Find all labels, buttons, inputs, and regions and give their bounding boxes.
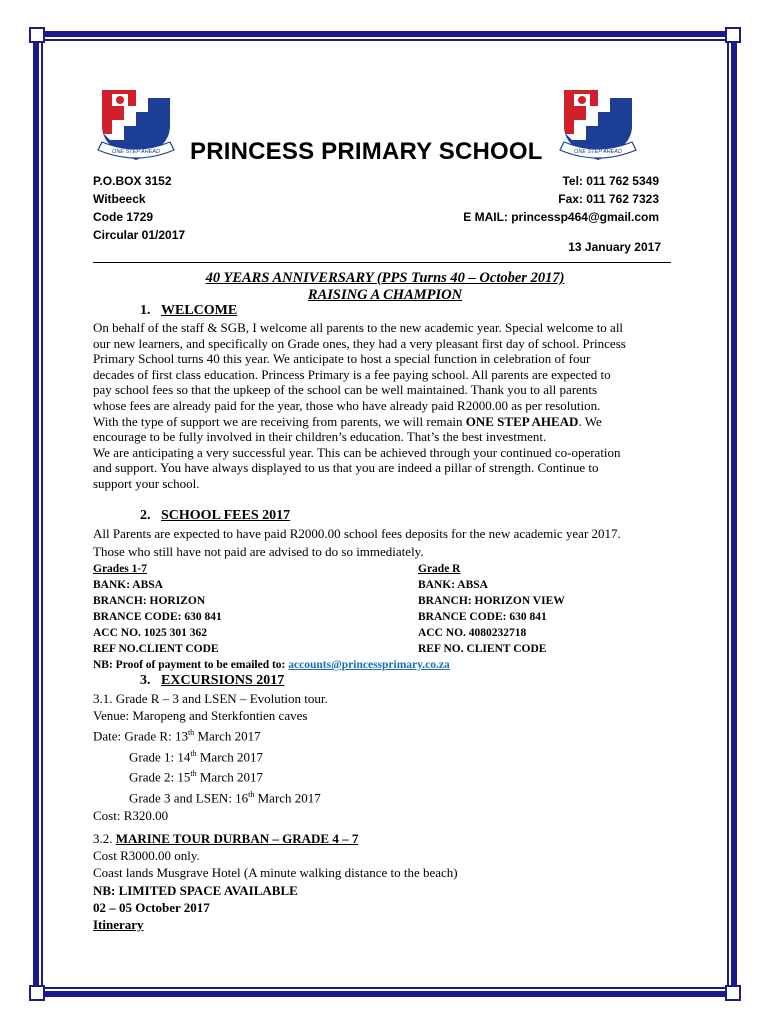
tour1-title: 3.1. Grade R – 3 and LSEN – Evolution tour. — [93, 691, 328, 706]
date-suffix: th — [190, 769, 197, 779]
tour1-cost: Cost: R320.00 — [93, 807, 169, 823]
section-fees-heading — [140, 508, 290, 524]
welcome-line: encourage to be fully involved in their children’s education. That’s the best investment. — [93, 429, 547, 445]
date-rest: March 2017 — [194, 728, 261, 744]
tour1-date-row — [93, 765, 693, 786]
welcome-line: decades of first class education. Princess Primary is a fee paying school. All parents are expected to — [93, 366, 611, 382]
tour1-date-row — [93, 745, 693, 766]
tour1-date-row — [93, 724, 693, 745]
svg-text:ONE STEP AHEAD: ONE STEP AHEAD — [574, 149, 622, 155]
bank-row: BRANCH: HORIZON VIEW — [418, 595, 565, 607]
welcome-line: and support. You have always displayed to us that you are indeed a pillar of strength. Continue to — [93, 460, 599, 476]
section-title: SCHOOL FEES 2017 — [161, 508, 291, 523]
email: E MAIL: princessp464@gmail.com — [463, 210, 659, 224]
circular-date: 13 January 2017 — [568, 240, 661, 254]
tour1-block — [93, 690, 693, 824]
date-rest: March 2017 — [196, 769, 264, 785]
nb-label: NB: Proof of payment to be emailed to: — [93, 659, 289, 671]
date-text: Grade 3 and LSEN: 16 — [129, 790, 249, 806]
theme-heading: RAISING A CHAMPION — [307, 287, 463, 303]
address-line: Code 1729 — [93, 210, 154, 224]
welcome-line: support your school. — [93, 475, 200, 491]
section-welcome-heading — [140, 303, 237, 319]
divider — [93, 262, 671, 263]
bank-heading: Grades 1-7 — [93, 563, 147, 575]
date-text: Grade R: 13 — [124, 728, 188, 744]
tour1-venue: Venue: Maropeng and Sterkfontien caves — [93, 708, 308, 724]
school-crest-left-icon — [96, 86, 176, 164]
tour2-cost: Cost R3000.00 only. — [93, 848, 200, 864]
date-rest: March 2017 — [196, 749, 264, 765]
school-crest-right-icon — [558, 86, 638, 164]
svg-text:ONE STEP AHEAD: ONE STEP AHEAD — [112, 149, 160, 155]
date-text: Grade 1: 14 — [129, 749, 191, 765]
section-excursions-heading — [140, 673, 284, 689]
tour2-hotel: Coast lands Musgrave Hotel (A minute walking distance to the beach) — [93, 865, 458, 881]
welcome-line-text: With the type of support we are receiving from parents, we will remain — [93, 413, 466, 429]
section-number: 3. — [140, 673, 151, 688]
bank-row: BRANCH: HORIZON — [93, 595, 206, 607]
corner-ornament-top-right — [725, 27, 741, 43]
date-text: Grade 2: 15 — [129, 769, 191, 785]
bank-row: BRANCE CODE: 630 841 — [418, 611, 547, 623]
tour2-dates: 02 – 05 October 2017 — [93, 899, 210, 915]
section-number: 1. — [140, 303, 151, 318]
contact-block — [463, 172, 659, 226]
tour1-date-row — [93, 786, 693, 807]
tour2-nb: NB: LIMITED SPACE AVAILABLE — [93, 882, 298, 898]
date-suffix: th — [248, 790, 255, 799]
section-number: 2. — [140, 508, 151, 523]
fees-line: Those who still have not paid are advised to do so immediately. — [93, 544, 424, 559]
tour2-itinerary: Itinerary — [93, 917, 144, 933]
welcome-line: We are anticipating a very successful year. This can be achieved through your continued co-operation — [93, 444, 621, 460]
address-block — [93, 172, 185, 244]
fax: Fax: 011 762 7323 — [558, 192, 659, 206]
welcome-emphasis: ONE STEP AHEAD — [465, 413, 579, 429]
welcome-emphasis-after: . We — [578, 413, 602, 429]
date-label: Date: — [93, 728, 125, 744]
tour2-title: MARINE TOUR DURBAN – GRADE 4 – 7 — [115, 831, 359, 846]
telephone: Tel: 011 762 5349 — [562, 174, 659, 188]
fees-paragraph — [93, 525, 693, 561]
section-title: WELCOME — [161, 303, 238, 318]
bank-details-grades-1-7 — [93, 561, 222, 657]
welcome-line: pay school fees so that the upkeep of the school can be well maintained. Thank you to all parents — [93, 382, 598, 398]
tour2-title-row — [93, 830, 693, 847]
bank-row: REF NO.CLIENT CODE — [93, 643, 219, 655]
date-suffix: th — [190, 748, 197, 758]
welcome-line: our new learners, and specifically on Grade ones, they had a very pleasant first day of school. Princess — [93, 335, 626, 351]
section-title: EXCURSIONS 2017 — [161, 673, 285, 688]
proof-of-payment-note — [93, 657, 450, 673]
address-line: Witbeeck — [93, 192, 146, 206]
welcome-line: On behalf of the staff & SGB, I welcome all parents to the new academic year. Special welcome to all — [93, 320, 624, 335]
corner-ornament-bottom-right — [725, 985, 741, 1001]
welcome-paragraph — [93, 320, 693, 492]
tour2-block — [93, 830, 693, 933]
anniversary-heading: 40 YEARS ANNIVERSARY (PPS Turns 40 – October 2017) — [205, 270, 565, 286]
welcome-line — [93, 414, 693, 430]
bank-details-grade-r — [418, 561, 565, 657]
address-line: P.O.BOX 3152 — [93, 174, 172, 188]
bank-row: REF NO. CLIENT CODE — [418, 643, 547, 655]
welcome-line: Primary School turns 40 this year. We anticipate to host a special function in celebration of four — [93, 351, 591, 367]
accounts-email-link[interactable]: accounts@princessprimary.co.za — [288, 659, 450, 671]
bank-row: BRANCE CODE: 630 841 — [93, 611, 222, 623]
date-suffix: th — [187, 728, 195, 738]
bank-row: BANK: ABSA — [93, 579, 163, 591]
tour2-prefix: 3.2. — [93, 831, 116, 846]
bank-row: BANK: ABSA — [418, 579, 488, 591]
corner-ornament-bottom-left — [29, 985, 45, 1001]
fees-line: All Parents are expected to have paid R2000.00 school fees deposits for the new academic year 2017. — [93, 526, 621, 541]
bank-row: ACC NO. 4080232718 — [418, 627, 527, 639]
school-name: PRINCESS PRIMARY SCHOOL — [190, 138, 543, 165]
bank-heading: Grade R — [418, 563, 461, 575]
address-line: Circular 01/2017 — [93, 228, 186, 242]
welcome-line: whose fees are already paid for the year, those who have already paid R2000.00 as per resolution. — [93, 397, 601, 413]
corner-ornament-top-left — [29, 27, 45, 43]
bank-row: ACC NO. 1025 301 362 — [93, 627, 208, 639]
date-rest: March 2017 — [254, 790, 321, 806]
